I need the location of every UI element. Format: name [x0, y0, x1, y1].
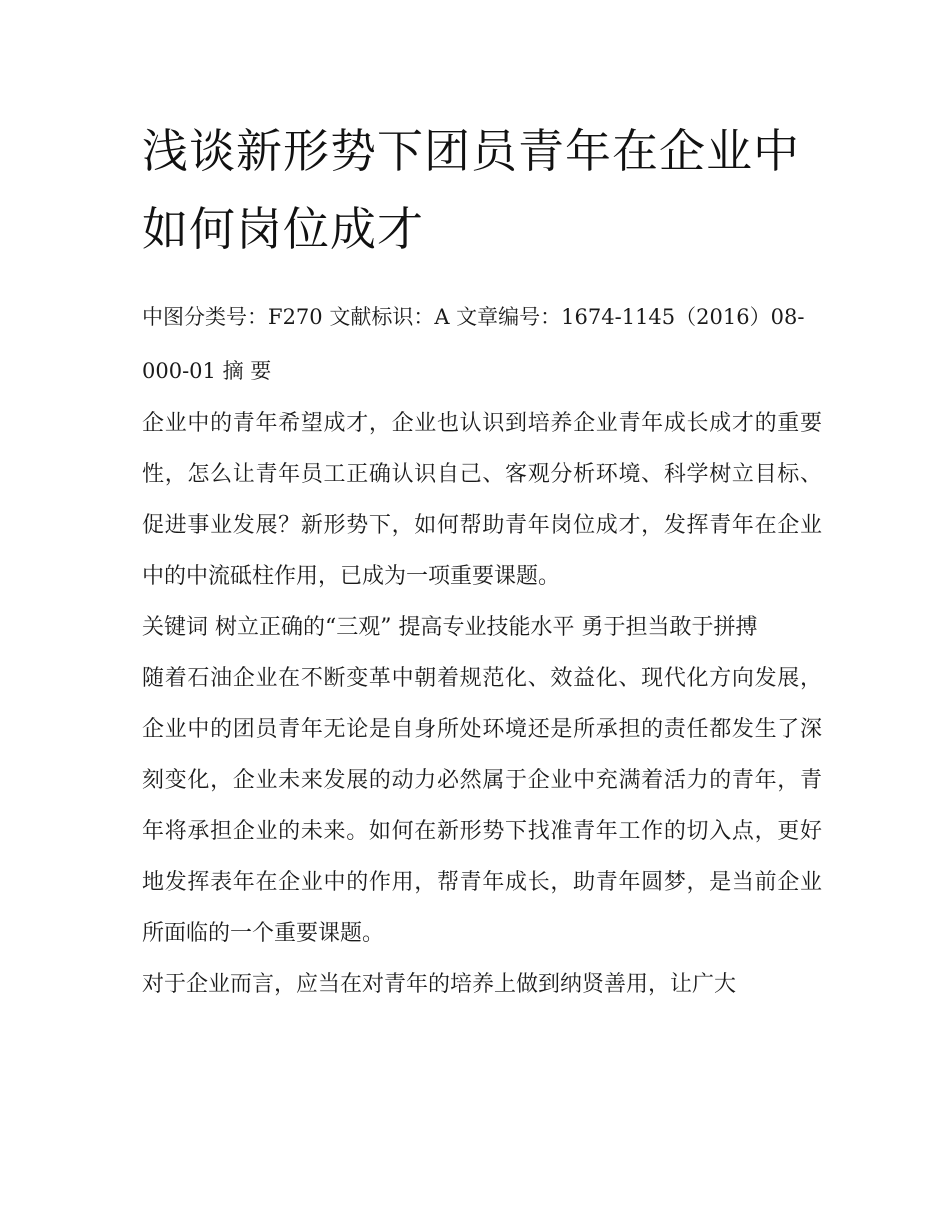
keywords-line: 关键词 树立正确的“三观” 提高专业技能水平 勇于担当敢于拼搏 — [142, 615, 758, 640]
abstract-paragraph: 企业中的青年希望成才，企业也认识到培养企业青年成长成才的重要性，怎么让青年员工正确认识自己、客观分析环境、科学树立目标、促进事业发展？新形势下，如何帮助青年岗位成才，发挥青年在企业中的中流砥柱作用，已成为一项重要课题。 — [142, 411, 822, 589]
body-paragraph-1: 随着石油企业在不断变革中朝着规范化、效益化、现代化方向发展，企业中的团员青年无论是自身所处环境还是所承担的责任都发生了深刻变化，企业未来发展的动力必然属于企业中充满着活力的青年，青年将承担企业的未来。如何在新形势下找准青年工作的切入点，更好地发挥表年在企业中的作用，帮青年成长，助青年圆梦，是当前企业所面临的一个重要课题。 — [142, 666, 822, 946]
classification-info: 中图分类号：F270 文献标识：A 文章编号：1674-1145（2016）08-000-01 摘 要 — [142, 305, 805, 383]
document-title: 浅谈新形势下团员青年在企业中如何岗位成才 — [142, 124, 800, 256]
document-page — [142, 112, 822, 1010]
body-paragraph-2: 对于企业而言，应当在对青年的培养上做到纳贤善用，让广大 — [142, 972, 737, 997]
